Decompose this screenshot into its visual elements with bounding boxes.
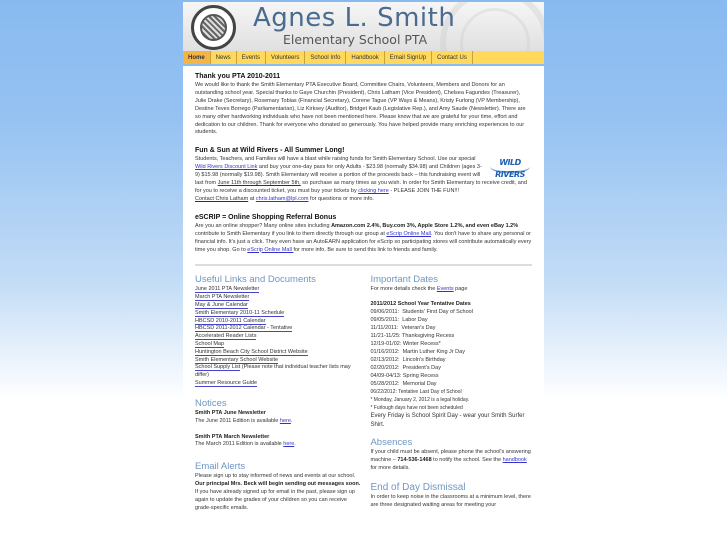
useful-links-list xyxy=(195,286,362,387)
link-hbcsd-2011-calendar[interactable]: HBCSD 2011-2012 Calendar - Tentative xyxy=(195,325,293,332)
date-row xyxy=(370,388,532,396)
text: for more info. Be sure to send this link to friends and family. xyxy=(293,246,438,253)
section-divider xyxy=(195,264,532,266)
event: Martin Luther King Jr Day xyxy=(402,349,465,356)
link-smith-website[interactable]: Smith Elementary School Website xyxy=(195,356,279,363)
nav-home[interactable]: Home xyxy=(183,51,211,64)
notices-heading: Notices xyxy=(195,397,227,409)
text: - PLEASE JOIN THE FUN!!! xyxy=(388,187,460,194)
important-dates-heading: Important Dates xyxy=(370,274,439,286)
date: 09/05/2011: xyxy=(370,317,400,324)
right-column xyxy=(368,274,532,513)
text: Please sign up to stay informed of news and events at our school. xyxy=(195,473,356,480)
link-summer-guide[interactable]: Summer Resource Guide xyxy=(195,379,258,386)
phone-number: 714-536-1468 xyxy=(397,457,432,464)
dismissal-body: In order to keep noise in the classrooms at a minimum level, there are three designated waiting areas for meeting your xyxy=(370,494,531,508)
date-row xyxy=(370,324,532,332)
text: for questions or more info. xyxy=(308,195,374,202)
escrip-mall-link-2[interactable]: eScrip Online Mall xyxy=(247,246,294,253)
clicking-here-link[interactable]: clicking here xyxy=(358,187,389,194)
school-seal-icon[interactable] xyxy=(191,5,236,50)
wild-rivers-discount-link[interactable]: Wild Rivers Discount Link xyxy=(195,164,258,171)
event: Thanksgiving Recess xyxy=(401,333,455,340)
escrip-body xyxy=(195,223,532,255)
link-2010-schedule[interactable]: Smith Elementary 2010-11 Schedule xyxy=(195,309,285,316)
site-header xyxy=(183,2,544,51)
nav-events[interactable]: Events xyxy=(237,51,266,64)
bold-text: Amazon.com 2.4%, Buy.com 3%, Apple Store 1.2%, and even eBay 1.2% xyxy=(331,222,519,229)
text: and buy your one-day pass for only Adults - $23.98 (normally $34.98) and Children (ages 3-9) $15.98 (normally $19.98). Smith Elementary will receive a portion of the proceeds back – this fundraising event will last from xyxy=(195,164,482,187)
escrip-mall-link[interactable]: eScrip Online Mall xyxy=(386,230,432,237)
date: 01/16/2012: xyxy=(370,349,400,356)
escrip-section xyxy=(195,213,532,255)
link-supply-list[interactable]: School Supply List xyxy=(195,364,241,371)
wild-rivers-section xyxy=(195,146,532,203)
wild-rivers-title: Fun & Sun at Wild Rivers - All Summer Long! xyxy=(195,147,345,155)
notice-body xyxy=(195,441,362,449)
notice-item xyxy=(195,434,362,450)
dismissal-heading: End of Day Dismissal xyxy=(370,482,466,494)
date: 04/09-04/13: xyxy=(370,373,402,380)
main-nav xyxy=(183,51,544,66)
date-row xyxy=(370,356,532,364)
date-row xyxy=(370,340,532,348)
date-row xyxy=(370,316,532,324)
link-march-newsletter[interactable]: March PTA Newsletter xyxy=(195,294,250,301)
notice-title: Smith PTA June Newsletter xyxy=(195,409,266,416)
important-dates-intro xyxy=(370,286,532,294)
escrip-title: eSCRIP = Online Shopping Referral Bonus xyxy=(195,213,337,221)
useful-links-heading: Useful Links and Documents xyxy=(195,274,316,286)
text: . xyxy=(290,417,293,424)
date-row xyxy=(370,364,532,372)
date: 06/22/2012: xyxy=(370,389,397,396)
event: Veteran's Day xyxy=(401,325,436,332)
date-row xyxy=(370,332,532,340)
text: For more details check the xyxy=(370,286,437,293)
date-row xyxy=(370,308,532,316)
text: The March 2011 Edition is available xyxy=(195,441,284,448)
nav-email-signup[interactable]: Email SignUp xyxy=(385,51,432,64)
text: . You don't have to share any personal or financial info. It's just a click. They even have an AutoEARN application for eScrip so participating stores will contribute automatically every time you shop. Go to xyxy=(195,230,532,253)
text: Are you an online shopper? Many online sites including xyxy=(195,222,332,229)
thank-you-section xyxy=(195,72,532,137)
link-hbcsd-2010-calendar[interactable]: HBCSD 2010-2011 Calendar xyxy=(195,317,266,324)
text: contribute to Smith Elementary if you link to them directly through our group at xyxy=(195,230,387,237)
footnote: * Monday, January 2, 2012 is a legal holiday. xyxy=(370,397,470,404)
text: The June 2011 Edition is available xyxy=(195,417,280,424)
notice-body xyxy=(195,418,362,426)
main-content xyxy=(183,66,544,513)
notice-item xyxy=(195,410,362,426)
thank-you-title: Thank you PTA 2010-2011 xyxy=(195,73,281,80)
event: Students' First Day of School xyxy=(402,309,473,316)
supply-list-note: (Please note that individual teacher lists may differ) xyxy=(195,364,351,379)
text: at xyxy=(248,195,256,202)
event: President's Day xyxy=(402,365,441,372)
notice-here-link[interactable]: here xyxy=(283,441,295,448)
wild-rivers-body xyxy=(195,156,532,203)
date-row xyxy=(370,348,532,356)
event: Winter Recess* xyxy=(402,341,441,348)
nav-contact-us[interactable]: Contact Us xyxy=(432,51,473,64)
link-accelerated-reader[interactable]: Accelerated Reader Lists xyxy=(195,333,257,340)
dates-list xyxy=(370,300,532,429)
link-hbcsd-website[interactable]: Huntington Beach City School District Website xyxy=(195,348,308,355)
event: Labor Day xyxy=(402,317,428,324)
email-alerts-body xyxy=(195,473,362,513)
event: Lincoln's Birthday xyxy=(402,357,446,364)
nav-news[interactable]: News xyxy=(211,51,237,64)
watermark-seal-icon xyxy=(440,2,544,51)
absences-body xyxy=(370,449,532,473)
email-link[interactable]: chris.latham@lpl.com xyxy=(255,195,309,202)
contact-chris-link[interactable]: Contact Chris Latham xyxy=(195,195,249,202)
events-link[interactable]: Events xyxy=(436,286,454,293)
date: 11/21-11/25: xyxy=(370,333,401,340)
handbook-link[interactable]: handbook xyxy=(502,457,527,464)
text: to notify the school. See the xyxy=(431,457,503,464)
date: 05/28/2012: xyxy=(370,381,400,388)
dates-subheading: 2011/2012 School Year Tentative Dates xyxy=(370,301,471,308)
date: 12/19-01/02: xyxy=(370,341,402,348)
nav-handbook[interactable]: Handbook xyxy=(346,51,384,64)
date: 09/06/2011: xyxy=(370,309,400,316)
date-row xyxy=(370,380,532,388)
text: page xyxy=(453,286,468,293)
date-row xyxy=(370,372,532,380)
absences-heading: Absences xyxy=(370,437,413,449)
spirit-day-note: Every Friday is School Spirit Day - wear your Smith Surfer Shirt. xyxy=(370,413,525,428)
date: 02/20/2012: xyxy=(370,365,400,372)
link-june-newsletter[interactable]: June 2011 PTA Newsletter xyxy=(195,286,260,293)
text: so purchase as many times as you wish. In order for Smith Elementary to receive credit, and for you to receive a discounted ticket, you must buy your tickets by xyxy=(195,180,527,194)
date: 11/11/2011: xyxy=(370,325,399,332)
page-container xyxy=(183,2,544,545)
footnote: * Furlough days have not been scheduled xyxy=(370,405,463,412)
date: 02/13/2012: xyxy=(370,357,400,364)
thank-you-body: We would like to thank the Smith Elementary PTA Executive Board, Committee Chairs, Volunteers, Members and Donors for an outstanding school year. Special thanks to Gaye Churchin (President), Chris Latham (Vice President), Chelsea Fagundes (Treasurer), Julie Drake (Secretary), Rosemary Tobias (Financial Secretary), Corene Tague (VP Ways & Means), Kristy Furlong (VP Membership), Destine Teves Borrego (Parliamentarian), Liz Kirksey (Auditor), Bridget Kaub (Legislative Rep.), and Amy Saude (Newsletter). There are so many other hardworking individuals who have not been mentioned here. Please know that we are grateful for your time, effort and dedication to our children. Thank for everyone who donated so generously. You have helped provide many enriching experiences to our students. xyxy=(195,82,526,136)
email-alerts-heading: Email Alerts xyxy=(195,461,246,473)
bold-text: Our principal Mrs. Beck will begin sending out messages soon. xyxy=(195,481,361,488)
text: . xyxy=(294,441,296,448)
nav-volunteers[interactable]: Volunteers xyxy=(266,51,305,64)
notice-title: Smith PTA March Newsletter xyxy=(195,433,270,440)
text: If you have already signed up for email in the past, please sign up again to update the grades of your children so you can receive grade-specific emails. xyxy=(195,489,355,512)
text: If your child must be absent, please phone the school's answering machine – xyxy=(370,449,531,464)
site-title: Agnes L. Smith xyxy=(253,3,456,33)
season-dates-link[interactable]: June 11th through September 5th, xyxy=(217,180,301,187)
nav-school-info[interactable]: School Info xyxy=(305,51,346,64)
event: Spring Recess xyxy=(402,373,439,380)
text: for more details. xyxy=(370,465,410,472)
notice-here-link[interactable]: here xyxy=(279,417,291,424)
link-school-map[interactable]: School Map xyxy=(195,340,225,347)
event: Memorial Day xyxy=(402,381,437,388)
site-subtitle: Elementary School PTA xyxy=(283,32,428,47)
text: Students, Teachers, and Families will have a blast while raising funds for Smith Elementary School. Use our special xyxy=(195,156,476,163)
link-may-june-calendar[interactable]: May & June Calendar xyxy=(195,302,248,308)
event: Tentative Last Day of School xyxy=(398,389,462,396)
wild-rivers-logo-icon[interactable]: WILD RIVERS xyxy=(490,157,530,173)
left-column xyxy=(195,274,368,513)
two-column-area xyxy=(195,274,532,513)
